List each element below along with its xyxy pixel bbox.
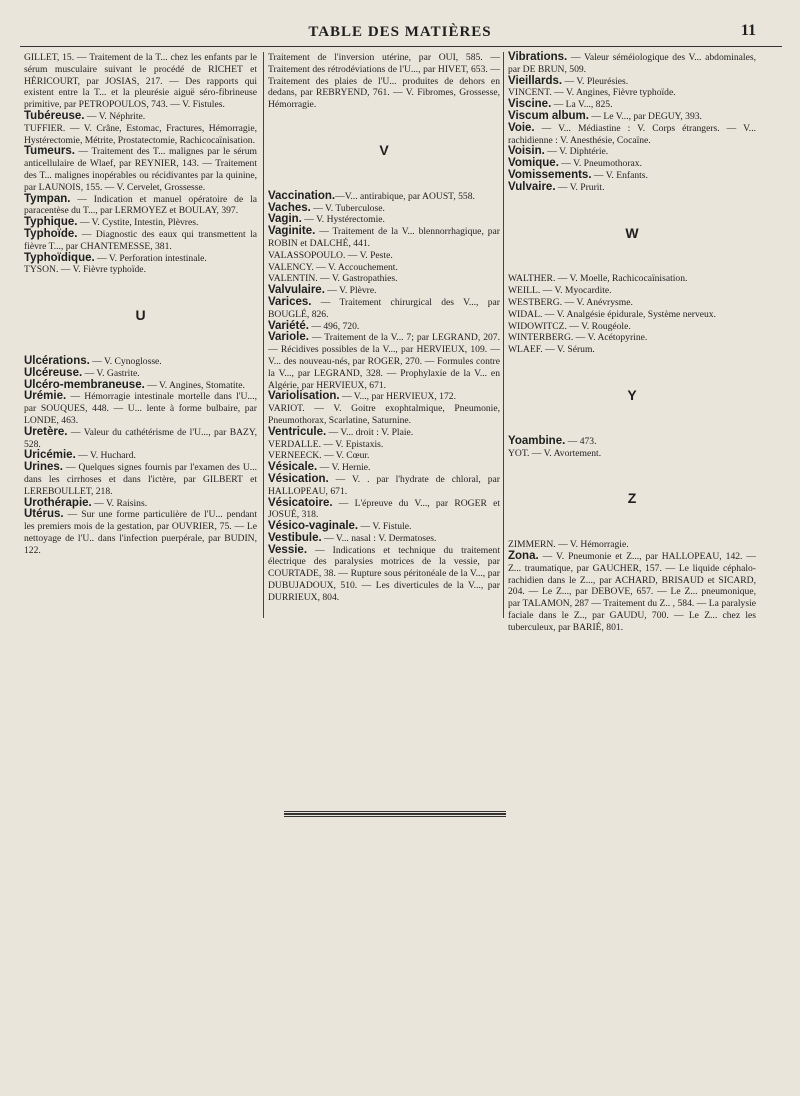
index-column-3 — [508, 52, 756, 634]
entry-text: VERNEECK. — V. Cœur. — [268, 450, 370, 462]
entry-text: — Traitement des T... malignes par le sérum anticellulaire de Wlaef, par REYNIER, 143. — Traitement des T... malignes inopérables ou récidivantes par la quinine, par LAUNOIS, 155. — V. Cervelet, Grossesse. — [24, 146, 257, 193]
index-entry — [24, 253, 257, 265]
index-entry — [508, 273, 756, 285]
index-entry — [508, 448, 756, 460]
entry-text: —V... antirabique, par AOUST, 558. — [335, 190, 475, 202]
index-entry — [24, 123, 257, 147]
entry-text: — V... nasal : V. Dermatoses. — [321, 532, 437, 544]
running-title: TABLE DES MATIÈRES — [308, 24, 492, 40]
entry-text: — Indication et manuel opératoire de la paracentèse du T..., par LERMOYEZ et BOULAY, 397. — [24, 193, 257, 217]
entry-text: — V. Prurit. — [555, 181, 605, 193]
entry-text: WLAEF. — V. Sérum. — [508, 344, 595, 356]
index-entry — [508, 321, 756, 333]
entry-text: WINTERBERG. — V. Acétopyrine. — [508, 332, 648, 344]
entry-headword: Typhique. — [24, 216, 78, 229]
entry-headword: Uricémie. — [24, 449, 76, 462]
entry-headword: Vaginite. — [268, 225, 316, 238]
column-divider — [503, 52, 504, 618]
entry-text: TYSON. — V. Fièvre typhoïde. — [24, 264, 146, 276]
index-entry — [24, 111, 257, 123]
entry-text: — 496, 720. — [308, 320, 360, 332]
entry-text: — V. Plèvre. — [324, 285, 377, 297]
entry-text: — V. Pleurésies. — [562, 75, 629, 87]
entry-headword: Vésication. — [268, 472, 329, 485]
entry-text: GILLET, 15. — Traitement de la T... chez les enfants par le sérum musculaire suivant le procédé de RICHET et HÉRICOURT, par JOSIAS, 217. — Des rapports qui existent entre la T... et la pleurésie aiguë séro-fibrineuse primitive, par PETROPOULOS, 743. — V. Fistules. — [24, 52, 257, 111]
column-divider — [263, 52, 264, 618]
entry-text: — V. Pneumothorax. — [558, 158, 642, 170]
entry-headword: Zona. — [508, 549, 539, 562]
entry-text: — V. . par l'hydrate de chloral, par HALLOPEAU, 671. — [268, 473, 500, 497]
entry-text: — V. Hystérectomie. — [301, 214, 385, 226]
index-entry — [24, 264, 257, 276]
section-letter: U — [135, 307, 146, 324]
entry-headword: Typhoïde. — [24, 227, 78, 240]
header-rule — [20, 46, 782, 47]
index-entry — [24, 462, 257, 497]
entry-headword: Vaccination. — [268, 189, 336, 202]
index-entry — [508, 539, 756, 551]
entry-text: WALTHER. — V. Moelle, Rachicocaïnisation. — [508, 273, 688, 285]
index-entry — [268, 250, 500, 262]
entry-headword: Vessie. — [268, 543, 308, 556]
entry-headword: Variole. — [268, 331, 309, 344]
entry-text: — Hémorragie intestinale mortelle dans l'U..., par SOUQUES, 448. — U... lente à forme bulbaire, par LONDE, 463. — [24, 391, 257, 426]
entry-headword: Typhoïdique. — [24, 251, 95, 264]
entry-headword: Tumeurs. — [24, 145, 75, 158]
entry-headword: Tympan. — [24, 192, 71, 205]
entry-text: — V... Médiastine : V. Corps étrangers. — V... rachidienne : V. Anesthésie, Cocaïne. — [508, 122, 756, 146]
index-entry — [268, 332, 500, 391]
entry-text: — V. Diphtérie. — [544, 146, 609, 158]
entry-headword: Tubéreuse. — [24, 109, 85, 122]
entry-headword: Ulcérations. — [24, 354, 90, 367]
index-entry — [268, 403, 500, 427]
entry-headword: Vésicale. — [268, 461, 318, 474]
entry-text: WIDAL. — V. Analgésie épidurale, Système nerveux. — [508, 308, 716, 320]
entry-headword: Utérus. — [24, 508, 64, 521]
entry-headword: Ulcéro-membraneuse. — [24, 378, 145, 391]
entry-text: VALASSOPOULO. — V. Peste. — [268, 249, 393, 261]
entry-text: — V. Angines, Stomatite. — [144, 379, 245, 391]
entry-text: — V. Cystite, Intestin, Plèvres. — [77, 217, 199, 229]
index-entry — [508, 182, 756, 194]
entry-text: — 473. — [565, 435, 597, 447]
entry-headword: Ventricule. — [268, 425, 327, 438]
page-number: 11 — [740, 22, 756, 39]
entry-headword: Viscum album. — [508, 109, 589, 122]
entry-headword: Vulvaire. — [508, 180, 556, 193]
entry-headword: Variété. — [268, 319, 309, 332]
entry-text: — V. Hernie. — [317, 462, 371, 474]
entry-text: Traitement de l'inversion utérine, par OUI, 585. — Traitement des rétrodéviations de l'U..., par HIVET, 653. — Traitement des plaies de l'U... produites de dehors en dedans, par REBRYEND, 761. — V. Fibromes, Grossesse, Hémorragie. — [268, 52, 500, 111]
index-entry — [508, 52, 756, 76]
index-entry — [268, 297, 500, 321]
entry-text: VINCENT. — V. Angines, Fièvre typhoïde. — [508, 87, 676, 99]
index-entry — [268, 439, 500, 451]
section-letter: Z — [627, 490, 637, 507]
entry-text: — Valeur du cathétérisme de l'U..., par BAZY, 528. — [24, 426, 257, 450]
entry-headword: Yoambine. — [508, 434, 566, 447]
entry-text: ZIMMERN. — V. Hémorragie. — [508, 539, 629, 551]
entry-headword: Vagin. — [268, 213, 302, 226]
index-entry — [508, 436, 756, 448]
entry-headword: Valvulaire. — [268, 284, 325, 297]
index-entry — [268, 226, 500, 250]
index-entry — [508, 123, 756, 147]
entry-text: TUFFIER. — V. Crâne, Estomac, Fractures, Hémorragie, Hystérectomie, Métrite, Prostatectomie, Rachicocaïnisation. — [24, 122, 257, 146]
index-entry — [508, 76, 756, 88]
entry-text: — V..., par HERVIEUX, 172. — [339, 391, 456, 403]
entry-text: VALENCY. — V. Accouchement. — [268, 261, 398, 273]
entry-text: — Valeur séméiologique des V... abdominales, par DE BRUN, 509. — [508, 52, 756, 75]
entry-text: — Traitement chirurgical des V..., par BOUGLÉ, 826. — [268, 296, 500, 320]
index-entry — [508, 111, 756, 123]
entry-headword: Ulcéreuse. — [24, 366, 83, 379]
entry-text: YOT. — V. Avortement. — [508, 447, 602, 459]
entry-headword: Vibrations. — [508, 51, 568, 63]
entry-text: WIDOWITCZ. — V. Rougéole. — [508, 320, 631, 332]
entry-text: — V. Cynoglosse. — [89, 355, 162, 367]
entry-text: VARIOT. — V. Goitre exophtalmique, Pneumonie, Pneumothorax, Scarlatine, Saturnine. — [268, 403, 500, 426]
index-entry — [268, 391, 500, 403]
index-entry — [508, 332, 756, 344]
index-entry — [24, 509, 257, 556]
entry-text: VERDALLE. — V. Epistaxis. — [268, 438, 384, 450]
entry-text: — V. Raisins. — [91, 497, 148, 509]
entry-headword: Vomissements. — [508, 168, 592, 181]
index-entry — [268, 498, 500, 522]
entry-text: — V... droit : V. Plaie. — [326, 426, 414, 438]
entry-headword: Uretère. — [24, 425, 68, 438]
index-entry — [508, 551, 756, 634]
entry-headword: Urothérapie. — [24, 496, 92, 509]
index-entry — [268, 52, 500, 111]
entry-headword: Vomique. — [508, 157, 559, 170]
entry-headword: Varices. — [268, 295, 312, 308]
index-entry — [268, 262, 500, 274]
index-entry — [268, 203, 500, 215]
entry-text: — V. Tuberculose. — [310, 202, 385, 214]
entry-text: — V. Néphrite. — [84, 110, 146, 122]
index-column-2 — [268, 52, 500, 604]
index-entry — [24, 194, 257, 218]
index-entry — [24, 391, 257, 426]
section-letter: V — [379, 141, 389, 158]
section-letter: Y — [627, 386, 637, 403]
entry-text: WEILL. — V. Myocardite. — [508, 285, 612, 297]
entry-text: — V. Enfants. — [591, 169, 648, 181]
page-header — [0, 0, 800, 50]
entry-headword: Viscine. — [508, 98, 552, 111]
entry-text: — V. Huchard. — [75, 450, 136, 462]
entry-headword: Urémie. — [24, 390, 67, 403]
entry-text: — Indications et technique du traitement électrique des paralysies motrices de la vessie, par COURTADE, 38. — Rupture sous péritonéale de la V..., par DUBUJADOUX, 510. — Les diverticules de la V..., par DURRIEUX, 804. — [268, 544, 500, 603]
entry-text: — Le V..., par DEGUY, 393. — [588, 110, 702, 122]
index-entry — [508, 309, 756, 321]
index-entry — [24, 146, 257, 193]
entry-text: — V. Fistule. — [358, 521, 412, 533]
entry-text: — Diagnostic des eaux qui transmettent la fièvre T..., par CHANTEMESSE, 381. — [24, 228, 257, 252]
entry-headword: Voie. — [508, 121, 535, 134]
entry-headword: Vaches. — [268, 201, 311, 214]
entry-headword: Vieillards. — [508, 74, 563, 87]
index-entry — [24, 427, 257, 451]
index-entry — [508, 344, 756, 356]
index-entry — [268, 545, 500, 604]
index-entry — [24, 229, 257, 253]
footer-ornament-rule — [284, 811, 506, 816]
entry-text: WESTBERG. — V. Anévrysme. — [508, 296, 633, 308]
entry-headword: Voisin. — [508, 145, 545, 158]
entry-text: — Sur une forme particulière de l'U... pendant les premiers mois de la gestation, par OUVRIER, 75. — Le nettoyage de l'U.. dans l'infection puerpérale, par BUDIN, 122. — [24, 509, 257, 556]
entry-text: — V. Pneumonie et Z..., par HALLOPEAU, 142. — Z... traumatique, par GAUCHER, 157. — Le liquide céphalo-rachidien dans le Z..., par ACHARD, BRISAUD et SICARD, 204. — Le Z..., par DEBOVE, 657. — Le Z... pneumonique, par TALAMON, 287 — Traitement du Z.. , 584. — La paralysie faciale dans le Z.., par GAUDU, 700. — Le Z... chez les tuberculeux, par BARIÉ, 801. — [508, 550, 756, 633]
entry-headword: Variolisation. — [268, 390, 340, 403]
entry-text: — V. Perforation intestinale. — [94, 252, 207, 264]
index-entry — [268, 427, 500, 439]
entry-text: — Traitement de la V... blennorrhagique, par ROBIN et DALCHÉ, 441. — [268, 226, 500, 249]
section-letter: W — [625, 224, 639, 241]
entry-text: — L'épreuve du V..., par ROGER et JOSUÉ, 318. — [268, 497, 500, 521]
entry-text: — La V..., 825. — [551, 99, 613, 111]
index-entry — [508, 297, 756, 309]
entry-text: VALENTIN. — V. Gastropathies. — [268, 273, 398, 285]
entry-text: — Traitement de la V... 7; par LEGRAND, 207. — Récidives possibles de la V..., par HERVIEUX, 109. — V... des nouveau-nés, par ROGER, 270. — Formules contre la V..., par LEGRAND, 328. — Prophylaxie de la V... en Algérie, par HERVIEUX, 671. — [268, 332, 500, 391]
entry-text: — V. Gastrite. — [82, 367, 140, 379]
entry-headword: Urines. — [24, 461, 63, 474]
entry-text: — Quelques signes fournis par l'examen des U... dans les cirrhoses et dans l'ictère, par GILBERT et LEREBOULLET, 218. — [24, 462, 257, 497]
entry-headword: Vésicatoire. — [268, 496, 333, 509]
index-column-1 — [24, 52, 257, 556]
index-entry — [268, 474, 500, 498]
entry-headword: Vestibule. — [268, 531, 322, 544]
entry-headword: Vésico-vaginale. — [268, 520, 359, 533]
index-entry — [508, 285, 756, 297]
index-entry — [24, 52, 257, 111]
